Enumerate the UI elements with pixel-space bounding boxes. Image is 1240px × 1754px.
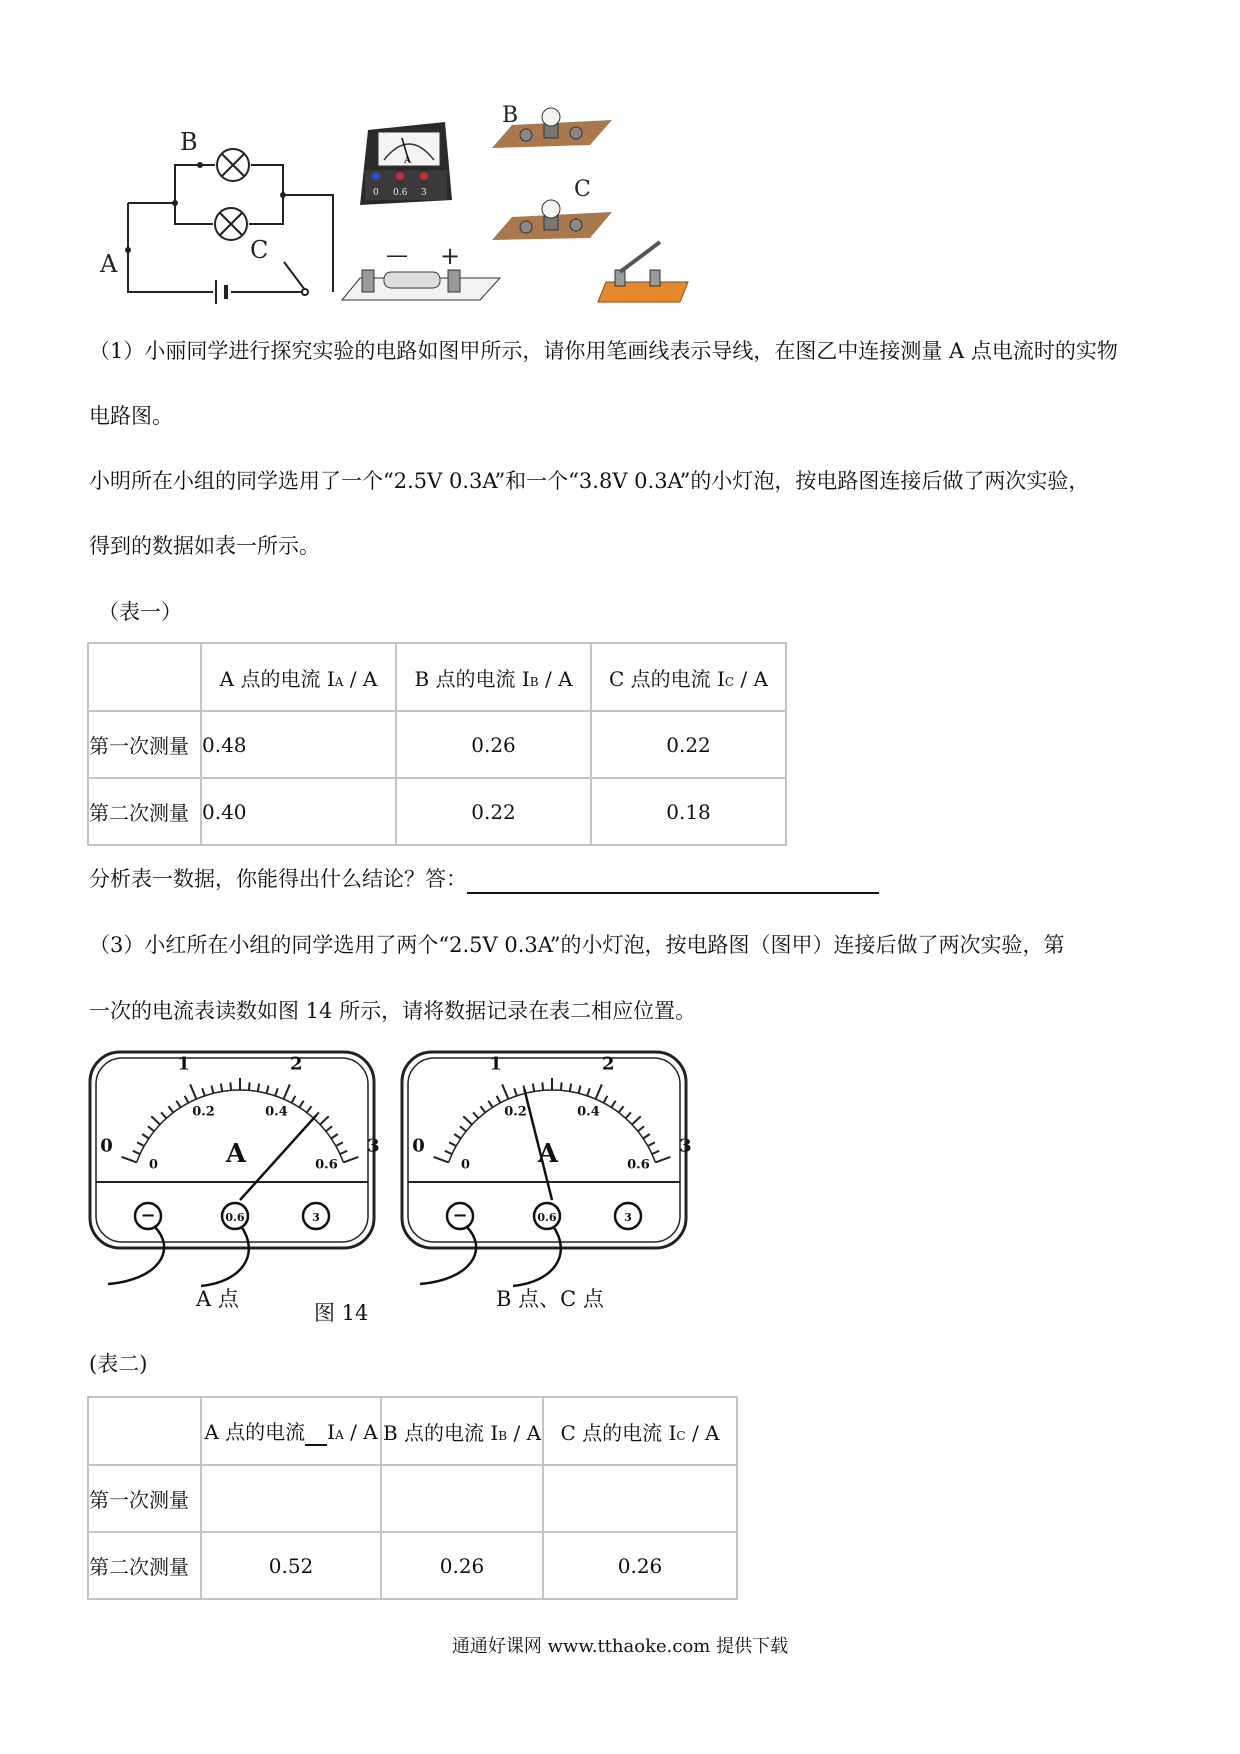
cell-b: 0.26 — [381, 1532, 543, 1599]
header-text: B 点的电流 I — [414, 666, 530, 691]
lamp-b-label: B — [502, 103, 519, 128]
data-table-2 — [87, 1396, 738, 1600]
cell-c: 0.18 — [591, 778, 786, 845]
meter-scale-label-bottom: 0.6 — [315, 1157, 338, 1173]
cell-b-input[interactable] — [381, 1465, 543, 1532]
cell-c: 0.26 — [543, 1532, 737, 1599]
meter-tick — [230, 1082, 231, 1090]
question-2-line-2: 得到的数据如表一所示。 — [89, 534, 320, 558]
meter-scale-label-bottom: 0 — [461, 1157, 471, 1173]
ammeter-dial-bc-point — [402, 1052, 692, 1286]
meter-bc-caption: B 点、C 点 — [496, 1287, 604, 1311]
table-header-row — [88, 1397, 737, 1465]
meter-tick — [561, 1082, 562, 1090]
meter-scale-label-top: 2 — [289, 1053, 303, 1075]
question-3-line-1: （3）小红所在小组的同学选用了两个“2.5V 0.3A”的小灯泡，按电路图（图甲）连接后做了两次实验，第 — [89, 933, 1065, 957]
ammeter-dial-a-point — [90, 1052, 380, 1286]
ammeter-unit-label: A — [404, 155, 412, 166]
lamp-c-label: C — [574, 177, 591, 202]
header-unit: / A — [538, 666, 573, 691]
row-label: 第二次测量 — [88, 1532, 201, 1599]
ammeter-terminal-label: 3 — [421, 188, 427, 198]
header-blank — [305, 1420, 327, 1446]
circuit-label-c: C — [250, 236, 269, 264]
answer-blank-line[interactable] — [467, 870, 879, 894]
header-text: I — [327, 1420, 336, 1444]
meter-scale-label-top: 2 — [601, 1053, 615, 1075]
meter-scale-label-bottom: 0.2 — [192, 1104, 215, 1120]
header-unit: / A — [507, 1420, 542, 1445]
meter-scale-label-top: 3 — [679, 1135, 692, 1157]
meter-a-caption: A 点 — [196, 1287, 239, 1311]
meter-unit-label: A — [537, 1139, 559, 1169]
figure-14 — [0, 1040, 760, 1340]
junction-dot — [125, 247, 131, 253]
meter-terminal-label: 3 — [624, 1211, 632, 1224]
table-row — [88, 1465, 737, 1532]
header-text: C 点的电流 I — [560, 1420, 677, 1445]
lamp-b-symbol — [217, 149, 249, 181]
cell-a: 0.40 — [201, 778, 396, 845]
header-subscript: A — [334, 674, 344, 689]
cell-c: 0.22 — [591, 711, 786, 778]
table-header-b — [381, 1397, 543, 1465]
header-text: A 点的电流 I — [219, 666, 335, 691]
meter-tick — [570, 1084, 571, 1092]
header-unit: / A — [734, 666, 768, 691]
row-label: 第二次测量 — [88, 778, 201, 845]
table-header-c — [543, 1397, 737, 1465]
meter-scale-label-bottom: 0.4 — [577, 1104, 600, 1120]
switch-symbol — [284, 262, 308, 295]
meter-scale-label-top: 0 — [412, 1135, 425, 1157]
ammeter-terminal-label: 0.6 — [393, 188, 408, 198]
table-header-row — [88, 643, 786, 711]
table-row — [88, 778, 786, 845]
page-footer: 通通好课网 www.tthaoke.com 提供下载 — [451, 1636, 789, 1657]
meter-scale-label-top: 1 — [489, 1053, 503, 1075]
switch-device-image — [598, 242, 688, 302]
header-text: B 点的电流 I — [382, 1420, 499, 1445]
question-1-line-1: （1）小丽同学进行探究实验的电路如图甲所示，请你用笔画线表示导线，在图乙中连接测量 A 点电流时的实物 — [89, 339, 1118, 363]
ammeter-device-image — [360, 122, 452, 205]
junction-dot — [280, 192, 286, 198]
table-header-b — [396, 643, 591, 711]
circuit-label-a: A — [100, 250, 118, 278]
table-header-empty — [88, 1397, 201, 1465]
table-header-c — [591, 643, 786, 711]
header-text: A 点的电流 — [204, 1420, 306, 1444]
question-3-line-2: 一次的电流表读数如图 14 所示，请将数据记录在表二相应位置。 — [89, 999, 697, 1023]
header-unit: / A — [343, 1420, 378, 1444]
header-subscript: C — [724, 674, 735, 689]
meter-tick — [533, 1084, 534, 1092]
header-subscript: B — [529, 674, 539, 689]
row-label: 第一次测量 — [88, 711, 201, 778]
table-row — [88, 711, 786, 778]
header-subscript: C — [676, 1428, 686, 1443]
header-subscript: B — [498, 1428, 508, 1443]
meter-tick — [221, 1084, 222, 1092]
header-unit: / A — [685, 1420, 720, 1445]
meter-tick — [258, 1084, 259, 1092]
analysis-prompt: 分析表一数据，你能得出什么结论？答： — [89, 867, 467, 891]
meter-scale-label-top: 1 — [177, 1053, 191, 1075]
meter-terminal-label: − — [452, 1205, 468, 1226]
cell-c-input[interactable] — [543, 1465, 737, 1532]
meter-scale-label-bottom: 0.2 — [504, 1104, 527, 1120]
circuit-label-b: B — [180, 128, 198, 156]
table-header-a — [201, 1397, 381, 1465]
row-label: 第一次测量 — [88, 1465, 201, 1532]
meter-terminal-label: 0.6 — [537, 1211, 557, 1224]
question-2-line-1: 小明所在小组的同学选用了一个“2.5V 0.3A”和一个“3.8V 0.3A”的小灯泡，按电路图连接后做了两次实验， — [89, 469, 1090, 493]
meter-scale-label-bottom: 0.4 — [265, 1104, 288, 1120]
cell-b: 0.26 — [396, 711, 591, 778]
lamp-c-symbol — [215, 208, 247, 240]
data-table-1 — [87, 642, 787, 846]
table-2-caption: (表二) — [89, 1352, 148, 1376]
battery-device-image — [342, 270, 500, 300]
analysis-prompt-row — [89, 864, 879, 894]
figure-14-caption: 图 14 — [314, 1301, 369, 1325]
cell-b: 0.22 — [396, 778, 591, 845]
header-subscript: A — [335, 1428, 344, 1442]
table-1-caption: （表一） — [98, 600, 182, 624]
meter-terminal-label: 0.6 — [225, 1211, 245, 1224]
battery-minus-label: — — [386, 243, 408, 268]
battery-plus-label: + — [440, 242, 461, 270]
meter-unit-label: A — [225, 1139, 247, 1169]
junction-dot — [172, 200, 178, 206]
header-text: C 点的电流 I — [608, 666, 725, 691]
junction-dot — [197, 162, 203, 168]
meter-terminal-label: − — [140, 1205, 156, 1226]
meter-tick — [542, 1082, 543, 1090]
question-1-line-2: 电路图。 — [89, 404, 173, 428]
header-unit: / A — [343, 666, 378, 691]
meter-terminal-label: 3 — [312, 1211, 320, 1224]
battery-symbol — [216, 280, 226, 304]
cell-a: 0.52 — [201, 1532, 381, 1599]
ammeter-terminal-label: 0 — [373, 188, 379, 198]
table-header-a — [201, 643, 396, 711]
circuit-figure — [0, 0, 1240, 320]
cell-a: 0.48 — [201, 711, 396, 778]
meter-scale-label-top: 3 — [367, 1135, 380, 1157]
table-header-empty — [88, 643, 201, 711]
meter-scale-label-bottom: 0.6 — [627, 1157, 650, 1173]
meter-tick — [249, 1082, 250, 1090]
lamp-c-device-image — [492, 200, 612, 240]
table-row — [88, 1532, 737, 1599]
cell-a-input[interactable] — [201, 1465, 381, 1532]
meter-scale-label-bottom: 0 — [149, 1157, 159, 1173]
meter-scale-label-top: 0 — [100, 1135, 113, 1157]
